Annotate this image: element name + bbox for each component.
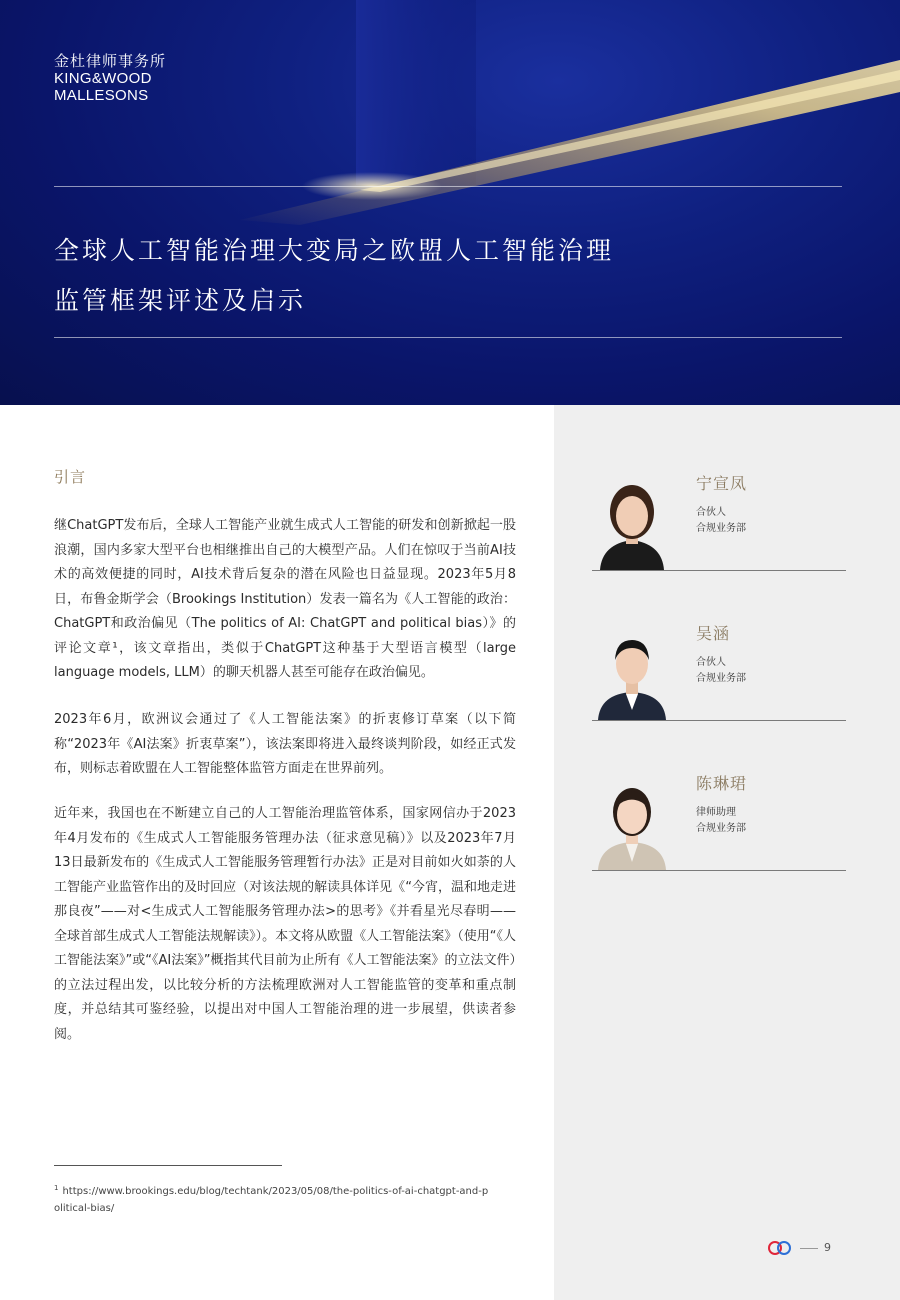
author-name: 吴涵 [696,624,731,643]
author-card [592,461,846,571]
page-number: 9 [824,1241,831,1254]
author-title: 合伙人 [696,657,726,668]
author-photo-avatar [592,770,672,870]
author-department: 合规业务部 [696,823,746,834]
paragraph-1: 继ChatGPT发布后，全球人工智能产业就生成式人工智能的研发和创新掀起一股浪潮，国内多家大型平台也相继推出自己的大模型产品。人们在惊叹于当前AI技术的高效便捷的同时，AI技术背后复杂的潜在风险也日益显现。2023年5月8日，布鲁金斯学会（Brookings Institution）发表一篇名为《人工智能的政治：ChatGPT和政治偏见（The politics of AI: ChatGPT and political bias）》的评论文章¹，该文章指出，类似于ChatGPT这种基于大型语言模型（large language models, LLM）的聊天机器人甚至可能存在政治偏见。 [54,518,516,680]
footnote-marker: 1 [54,1184,59,1192]
page-footer [766,1238,846,1260]
author-role [696,655,746,687]
logo-english-line1: KING&WOOD [54,70,152,87]
law-firm-logo [54,52,166,104]
author-card [592,761,846,871]
hero-divider-bottom [54,337,842,338]
section-heading: 引言 [54,468,87,486]
author-title: 律师助理 [696,807,736,818]
page-title [54,226,814,326]
footer-dash [800,1248,818,1249]
author-department: 合规业务部 [696,673,746,684]
logo-english-line2: MALLESONS [54,87,149,104]
logo-chinese-name: 金杜律师事务所 [54,52,167,70]
author-role [696,505,746,537]
author-sidebar [554,405,900,1300]
author-card [592,611,846,721]
title-line-1: 全球人工智能治理大变局之欧盟人工智能治理 [54,236,615,265]
title-line-2: 监管框架评述及启示 [54,286,307,315]
author-role [696,805,746,837]
author-photo-avatar [592,620,672,720]
author-name: 宁宣凤 [696,474,748,493]
footnote [54,1180,494,1217]
footnote-divider [54,1165,282,1166]
brand-rings-icon [766,1240,794,1256]
paragraph-3: 近年来，我国也在不断建立自己的人工智能治理监管体系，国家网信办于2023年4月发布的《生成式人工智能服务管理办法（征求意见稿）》以及2023年7月13日最新发布的《生成式人工智能服务管理暂行办法》正是对目前如火如荼的人工智能产业监管作出的及时回应（对该法规的解读具体详见《“今宵，温和地走进那良夜”——对<生成式人工智能服务管理办法>的思考》《并看星光尽春明——全球首部生成式人工智能法规解读》）。本文将从欧盟《人工智能法案》（使用“《人工智能法案》”或“《AI法案》”概指其代目前为止所有《人工智能法案》的立法文件）的立法过程出发，以比较分析的方法梳理欧洲对人工智能监管的变革和重点制度，并总结其可鉴经验，以提出对中国人工智能治理的进一步展望，供读者参阅。 [54,806,516,1042]
author-name: 陈琳珺 [696,774,748,793]
footnote-link[interactable]: https://www.brookings.edu/blog/techtank/2023/05/08/the-politics-of-ai-chatgpt-and-political-bias/ [54,1186,489,1214]
paragraph-2: 2023年6月，欧洲议会通过了《人工智能法案》的折衷修订草案（以下简称“2023年《AI法案》折衷草案”），该法案即将进入最终谈判阶段，如经正式发布，则标志着欧盟在人工智能整体监管方面走在世界前列。 [54,712,516,776]
author-title: 合伙人 [696,507,726,518]
author-department: 合规业务部 [696,523,746,534]
hero-banner [0,0,900,405]
hero-divider-top [54,186,842,187]
author-photo-avatar [592,470,672,570]
